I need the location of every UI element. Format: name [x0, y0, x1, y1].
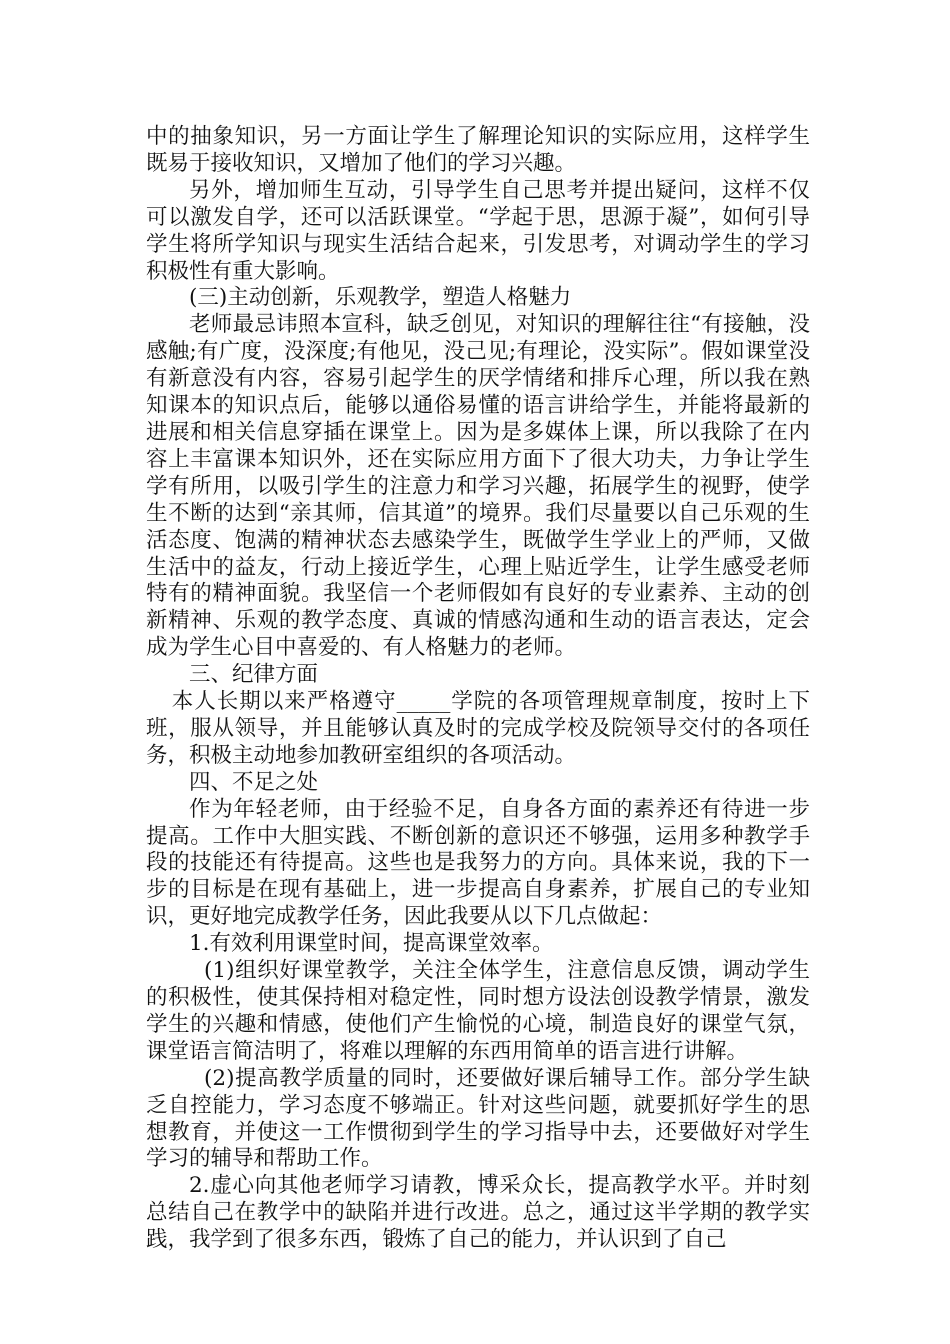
- paragraph-innovation: 老师最忌讳照本宣科，缺乏创见，对知识的理解往往“有接触，没感触;有广度，没深度;有他见，没己见;有理论，没实际”。假如课堂没有新意没有内容，容易引起学生的厌学情绪和排斥心理，所以我在熟知课本的知识点后，能够以通俗易懂的语言讲给学生，并能将最新的进展和相关信息穿插在课堂上。因为是多媒体上课，所以我除了在内容上丰富课本知识外，还在实际应用方面下了很大功夫，力争让学生学有所用，以吸引学生的注意力和学习兴趣，拓展学生的视野，使学生不断的达到“亲其师，信其道”的境界。我们尽量要以自己乐观的生活态度、饱满的精神状态去感染学生，既做学生学业上的严师，又做生活中的益友，行动上接近学生，心理上贴近学生，让学生感受老师特有的精神面貌。我坚信一个老师假如有良好的专业素养、主动的创新精神、乐观的教学态度、真诚的情感沟通和生动的语言表达，定会成为学生心目中喜爱的、有人格魅力的老师。: [146, 312, 810, 661]
- list-item-1: 1.有效利用课堂时间，提高课堂效率。: [189, 931, 554, 957]
- section-heading-shortcomings: 四、不足之处: [189, 769, 319, 795]
- section-heading-discipline: 三、纪律方面: [189, 662, 319, 688]
- section-heading-innovation: (三)主动创新，乐观教学，塑造人格魅力: [189, 285, 572, 311]
- sub-item-1: (1)组织好课堂教学，关注全体学生，注意信息反馈，调动学生的积极性，使其保持相对稳定性，同时想方设法创设教学情景，激发学生的兴趣和情感，使他们产生愉悦的心境，制造良好的课堂气氛，课堂语言简洁明了，将难以理解的东西用简单的语言进行讲解。: [146, 958, 810, 1064]
- sub-item-2: (2)提高教学质量的同时，还要做好课后辅导工作。部分学生缺乏自控能力，学习态度不够端正。针对这些问题，就要抓好学生的思想教育，并使这一工作惯彻到学生的学习指导中去，还要做好对学生学习的辅导和帮助工作。: [146, 1065, 810, 1172]
- document-page: [146, 124, 810, 1254]
- paragraph-interaction: 另外，增加师生互动，引导学生自己思考并提出疑问，这样不仅可以激发自学，还可以活跃课堂。“学起于思，思源于凝”，如何引导学生将所学知识与现实生活结合起来，引发思考，对调动学生的学习积极性有重大影响。: [146, 177, 810, 284]
- paragraph-shortcomings: 作为年轻老师，由于经验不足，自身各方面的素养还有待进一步提高。工作中大胆实践、不断创新的意识还不够强，运用多种教学手段的技能还有待提高。这些也是我努力的方向。具体来说，我的下一步的目标是在现有基础上，进一步提高自身素养，扩展自己的专业知识，更好地完成教学任务，因此我要从以下几点做起：: [146, 796, 810, 930]
- list-item-2: 2.虚心向其他老师学习请教，博采众长，提高教学水平。并时刻总结自己在教学中的缺陷并进行改进。总之，通过这半学期的教学实践，我学到了很多东西，锻炼了自己的能力，并认识到了自己: [146, 1173, 810, 1253]
- paragraph-discipline: 本人长期以来严格遵守_____学院的各项管理规章制度，按时上下班，服从领导，并且能够认真及时的完成学校及院领导交付的各项任务，积极主动地参加教研室组织的各项活动。: [146, 689, 810, 768]
- paragraph-continuation: 中的抽象知识，另一方面让学生了解理论知识的实际应用，这样学生既易于接收知识，又增加了他们的学习兴趣。: [146, 124, 810, 176]
